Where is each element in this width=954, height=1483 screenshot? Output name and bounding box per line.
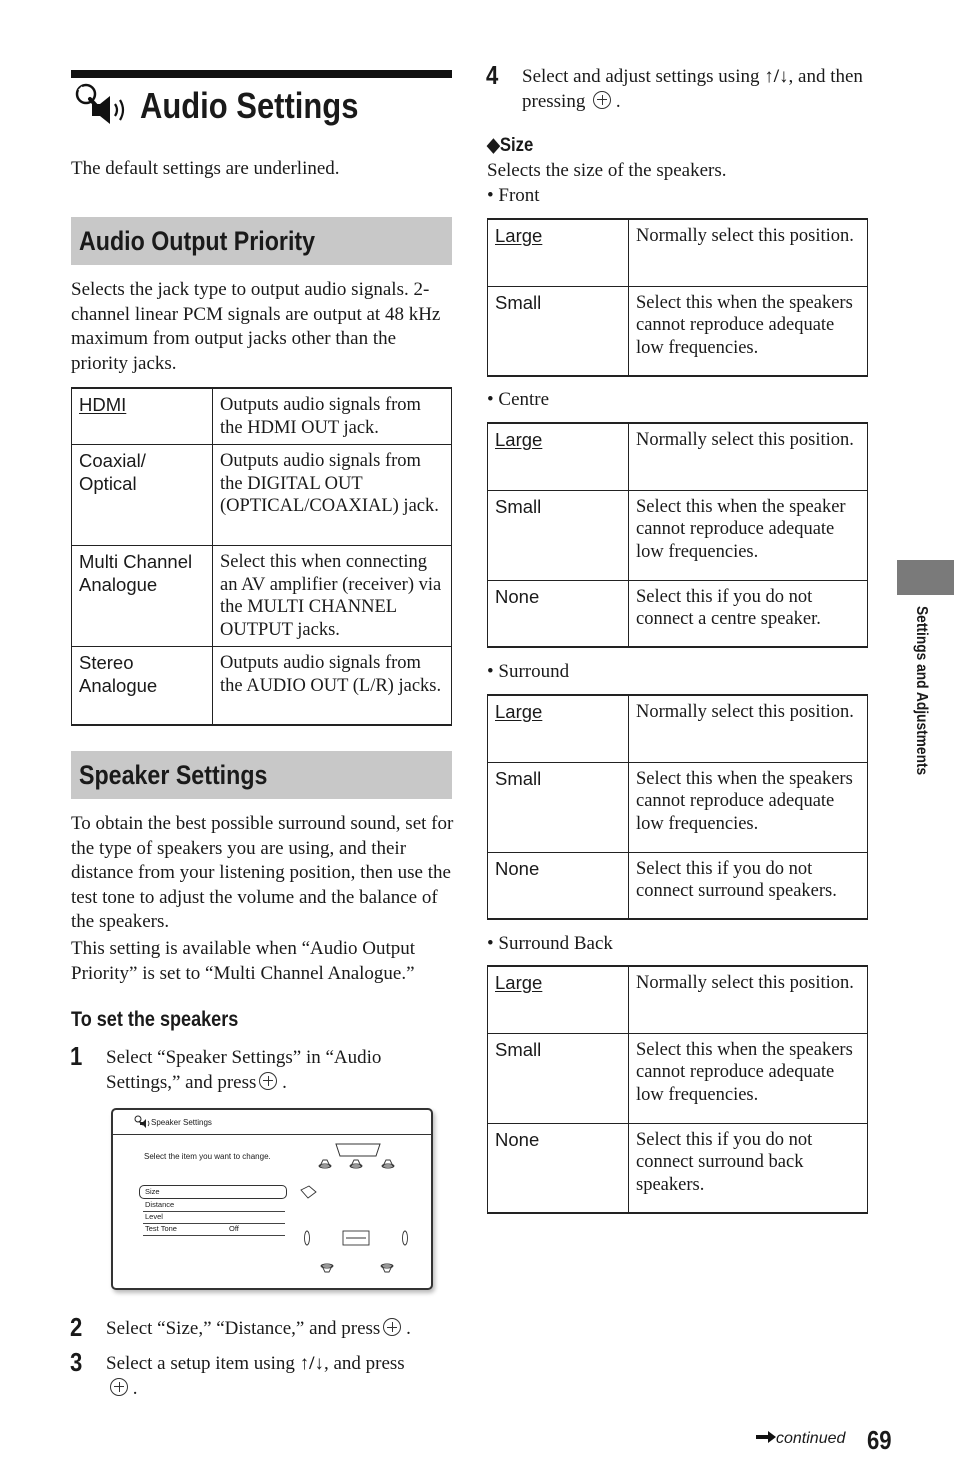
option-description: Select this when the speakers cannot reproduce adequate low frequencies. xyxy=(629,286,868,376)
table-row xyxy=(488,695,868,762)
size-table-surround-back xyxy=(487,965,868,1214)
speaker-layout-diagram xyxy=(298,1138,408,1278)
step-number: 3 xyxy=(70,1347,83,1377)
step-number: 1 xyxy=(70,1041,83,1071)
table-row xyxy=(72,647,452,725)
speaker-settings-availability: This setting is available when “Audio Output Priority” is set to “Multi Channel Analogue.” xyxy=(71,938,416,984)
option-name: Small xyxy=(488,1033,629,1123)
speaker-settings-heading: Speaker Settings xyxy=(79,760,268,790)
menu-item-distance[interactable]: Distance xyxy=(143,1199,285,1212)
table-row xyxy=(488,490,868,580)
group-label-front: • Front xyxy=(487,185,540,206)
option-name: Large xyxy=(495,225,543,246)
option-name: None xyxy=(488,580,629,647)
option-description: Normally select this position. xyxy=(629,219,868,286)
option-name: Small xyxy=(488,286,629,376)
arrow-right-icon xyxy=(756,1430,776,1444)
enter-button-icon xyxy=(593,91,611,109)
audio-output-priority-description: Selects the jack type to output audio signals. 2-channel linear PCM signals are output at 48 kHz maximum from output jacks other than the priority jacks. xyxy=(71,279,441,374)
option-description: Select this when the speakers cannot reproduce adequate low frequencies. xyxy=(629,1033,868,1123)
size-heading: ◆Size xyxy=(487,135,534,156)
option-name: Large xyxy=(495,701,543,722)
option-name: Small xyxy=(488,762,629,852)
option-name: Large xyxy=(495,429,543,450)
speaker-settings-description: To obtain the best possible surround sound, set for the type of speakers you are using, and their distance from your listening position, then use the test tone to adjust the volume and the balance of the speakers. xyxy=(71,813,454,932)
table-row xyxy=(488,580,868,647)
size-description: Selects the size of the speakers. xyxy=(487,160,727,181)
audio-output-priority-heading-bar xyxy=(71,217,452,265)
option-description: Select this if you do not connect surround speakers. xyxy=(629,852,868,919)
option-name: Large xyxy=(495,972,543,993)
option-name: Stereo Analogue xyxy=(72,647,213,725)
option-name: Multi Channel Analogue xyxy=(72,546,213,647)
size-table-surround xyxy=(487,694,868,920)
title-rule xyxy=(71,70,452,78)
page-title: Audio Settings xyxy=(140,85,359,126)
option-description: Normally select this position. xyxy=(629,966,868,1033)
group-label-surround: • Surround xyxy=(487,661,570,682)
option-description: Normally select this position. xyxy=(629,695,868,762)
step-3-text: Select a setup item using ↑/↓, and press . xyxy=(106,1353,405,1399)
table-row xyxy=(488,1033,868,1123)
audio-settings-icon xyxy=(72,82,128,128)
step-number: 2 xyxy=(70,1312,83,1342)
group-label-surround-back: • Surround Back xyxy=(487,933,613,954)
audio-output-priority-table xyxy=(71,387,452,726)
option-description: Normally select this position. xyxy=(629,423,868,490)
table-row xyxy=(488,762,868,852)
option-name: Small xyxy=(488,490,629,580)
table-row xyxy=(488,286,868,376)
side-tab-label: Settings and Adjustments xyxy=(913,606,930,776)
step-1-text: Select “Speaker Settings” in “Audio Settings,” and press . xyxy=(106,1047,382,1093)
option-name: HDMI xyxy=(79,394,127,415)
option-description: Select this if you do not connect surround back speakers. xyxy=(629,1123,868,1213)
audio-output-priority-heading: Audio Output Priority xyxy=(79,226,316,256)
option-description: Select this when the speaker cannot reproduce adequate low frequencies. xyxy=(629,490,868,580)
screen-title: Speaker Settings xyxy=(151,1118,212,1127)
page-number: 69 xyxy=(867,1425,892,1455)
table-row xyxy=(488,966,868,1033)
step-4-text: Select and adjust settings using ↑/↓, and then pressing . xyxy=(522,66,863,112)
up-down-arrow-icon: ↑/↓ xyxy=(764,66,789,87)
menu-item-test-tone[interactable]: Test Tone Off xyxy=(143,1223,285,1236)
to-set-speakers-heading: To set the speakers xyxy=(71,1008,239,1031)
option-description: Outputs audio signals from the HDMI OUT jack. xyxy=(213,388,452,445)
table-row xyxy=(488,219,868,286)
option-name: Coaxial/ Optical xyxy=(72,445,213,546)
table-row xyxy=(72,445,452,546)
menu-item-level[interactable]: Level xyxy=(143,1211,285,1224)
size-table-front xyxy=(487,218,868,377)
option-description: Select this if you do not connect a centre speaker. xyxy=(629,580,868,647)
enter-button-icon xyxy=(383,1318,401,1336)
menu-item-size[interactable]: Size xyxy=(139,1185,287,1199)
continued-indicator: continued xyxy=(756,1429,845,1449)
option-description: Select this when the speakers cannot reproduce adequate low frequencies. xyxy=(629,762,868,852)
option-name: None xyxy=(488,852,629,919)
group-label-centre: • Centre xyxy=(487,389,550,410)
table-row xyxy=(488,852,868,919)
option-description: Select this when connecting an AV amplifier (receiver) via the MULTI CHANNEL OUTPUT jacks. xyxy=(213,546,452,647)
screen-prompt: Select the item you want to change. xyxy=(144,1152,271,1161)
intro-text: The default settings are underlined. xyxy=(71,158,340,179)
enter-button-icon xyxy=(259,1072,277,1090)
speaker-settings-screen xyxy=(111,1108,433,1290)
step-number: 4 xyxy=(486,60,499,90)
up-down-arrow-icon: ↑/↓ xyxy=(299,1353,324,1374)
speaker-settings-heading-bar xyxy=(71,751,452,799)
size-table-centre xyxy=(487,422,868,648)
option-name: None xyxy=(488,1123,629,1213)
enter-button-icon xyxy=(110,1378,128,1396)
option-description: Outputs audio signals from the DIGITAL OUT (OPTICAL/COAXIAL) jack. xyxy=(213,445,452,546)
audio-settings-icon xyxy=(133,1115,151,1129)
side-tab-marker xyxy=(897,560,954,595)
table-row xyxy=(488,423,868,490)
table-row xyxy=(72,388,452,445)
step-2-text: Select “Size,” “Distance,” and press . xyxy=(106,1318,411,1339)
table-row xyxy=(488,1123,868,1213)
table-row xyxy=(72,546,452,647)
option-description: Outputs audio signals from the AUDIO OUT (L/R) jacks. xyxy=(213,647,452,725)
